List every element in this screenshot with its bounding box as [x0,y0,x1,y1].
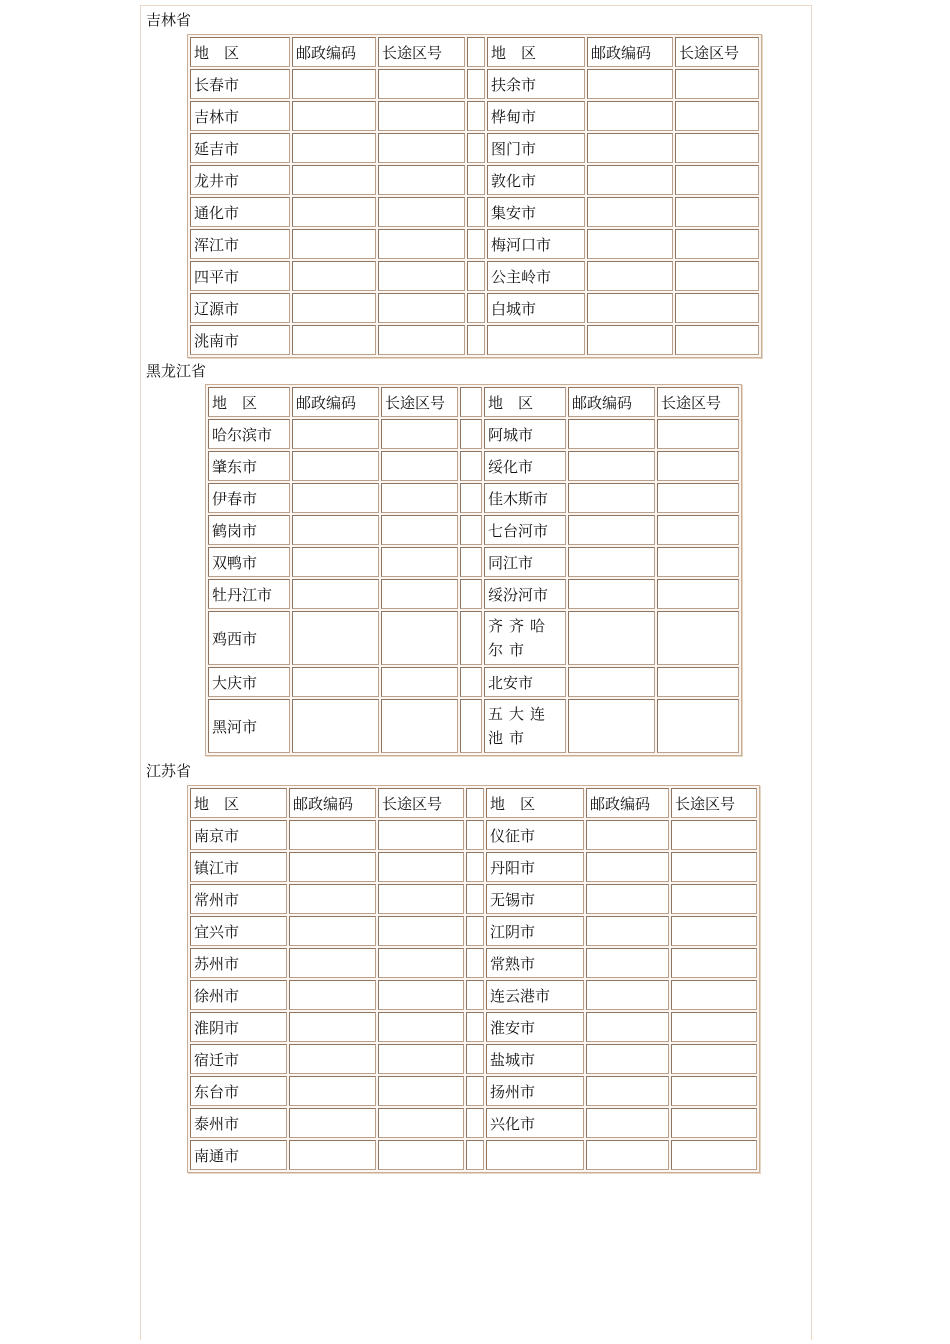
table-row [190,229,759,259]
area-code-cell [657,547,739,577]
region-name-cell: 浑江市 [190,229,290,259]
area-code-cell [671,884,757,914]
area-code-cell [378,325,465,355]
region-name-cell: 阿城市 [484,419,566,449]
region-name-cell: 佳木斯市 [484,483,566,513]
table-row [190,916,757,946]
area-code-cell [671,1076,757,1106]
table-row [190,948,757,978]
postal-code-cell [292,325,376,355]
table-row [208,699,739,753]
separator-cell [467,101,485,131]
column-header: 长途区号 [378,37,465,67]
postal-code-cell [587,229,673,259]
region-name-cell: 宜兴市 [190,916,287,946]
column-header: 邮政编码 [292,387,379,417]
region-name-cell: 公主岭市 [487,261,585,291]
postal-code-cell [586,1076,669,1106]
region-name-cell: 仪征市 [486,820,584,850]
area-code-cell [671,1044,757,1074]
column-header: 邮政编码 [568,387,655,417]
separator-cell [460,387,482,417]
table-row [190,165,759,195]
separator-cell [467,69,485,99]
postal-code-cell [292,483,379,513]
postal-code-cell [568,419,655,449]
separator-cell [467,133,485,163]
area-code-cell [378,884,464,914]
postal-code-cell [292,229,376,259]
area-code-cell [671,948,757,978]
area-code-cell [675,69,759,99]
region-name-cell: 泰州市 [190,1108,287,1138]
postal-code-cell [289,1012,376,1042]
postal-code-cell [292,261,376,291]
postal-code-cell [587,133,673,163]
postal-code-cell [292,197,376,227]
separator-cell [467,325,485,355]
area-code-cell [657,515,739,545]
table-row [190,101,759,131]
postal-code-cell [289,1108,376,1138]
separator-cell [466,1140,484,1170]
area-code-cell [378,1012,464,1042]
area-code-cell [657,611,739,665]
column-header: 邮政编码 [289,788,376,818]
region-name-cell: 哈尔滨市 [208,419,290,449]
area-code-cell [657,579,739,609]
postal-code-cell [289,1044,376,1074]
postal-code-cell [587,325,673,355]
postal-code-cell [292,515,379,545]
table-row [190,197,759,227]
separator-cell [466,948,484,978]
separator-cell [466,1044,484,1074]
area-code-cell [378,1076,464,1106]
region-name-cell: 淮阴市 [190,1012,287,1042]
separator-cell [466,980,484,1010]
postal-code-cell [292,165,376,195]
region-name-cell: 扬州市 [486,1076,584,1106]
separator-cell [467,293,485,323]
area-code-cell [671,980,757,1010]
region-name-cell: 江阴市 [486,916,584,946]
separator-cell [466,916,484,946]
province-title: 黑龙江省 [146,362,207,380]
region-name-cell: 南京市 [190,820,287,850]
region-name-cell: 宿迁市 [190,1044,287,1074]
table-row [208,451,739,481]
postal-code-cell [587,261,673,291]
region-name-cell: 齐齐哈尔市 [484,611,566,665]
region-name-cell: 四平市 [190,261,290,291]
area-code-cell [671,852,757,882]
table-row [208,579,739,609]
region-name-cell: 七台河市 [484,515,566,545]
area-code-cell [381,515,458,545]
separator-cell [466,1108,484,1138]
column-header: 地 区 [487,37,585,67]
separator-cell [466,1076,484,1106]
column-header: 地 区 [190,788,287,818]
region-name-cell: 黑河市 [208,699,290,753]
table-row [190,1140,757,1170]
area-code-cell [675,197,759,227]
postal-code-cell [568,699,655,753]
area-code-cell [378,852,464,882]
column-header: 长途区号 [657,387,739,417]
area-code-cell [657,483,739,513]
postal-code-cell [586,884,669,914]
postal-code-cell [587,293,673,323]
postal-code-cell [292,667,379,697]
region-name-cell: 长春市 [190,69,290,99]
region-name-cell: 同江市 [484,547,566,577]
table-row [208,483,739,513]
region-name-cell: 东台市 [190,1076,287,1106]
postal-code-cell [289,884,376,914]
table-header-row [190,37,759,67]
separator-cell [460,667,482,697]
postal-code-cell [587,101,673,131]
postal-code-cell [568,515,655,545]
region-name-cell: 绥汾河市 [484,579,566,609]
postal-code-cell [292,699,379,753]
area-code-cell [675,133,759,163]
postal-code-cell [568,579,655,609]
separator-cell [460,579,482,609]
postal-code-table [205,384,742,756]
region-name-cell [486,1140,584,1170]
region-name-cell: 常熟市 [486,948,584,978]
area-code-cell [378,1044,464,1074]
area-code-cell [381,611,458,665]
separator-cell [467,229,485,259]
region-name-cell: 通化市 [190,197,290,227]
region-name-cell: 双鸭市 [208,547,290,577]
region-name-cell: 白城市 [487,293,585,323]
postal-code-cell [586,916,669,946]
area-code-cell [378,980,464,1010]
postal-code-cell [586,1140,669,1170]
postal-code-cell [568,667,655,697]
table-row [208,611,739,665]
area-code-cell [675,101,759,131]
postal-code-cell [586,1012,669,1042]
postal-code-cell [586,1044,669,1074]
area-code-cell [378,261,465,291]
separator-cell [460,451,482,481]
postal-code-cell [289,916,376,946]
region-name-cell: 扶余市 [487,69,585,99]
column-header: 地 区 [486,788,584,818]
postal-code-cell [292,101,376,131]
area-code-cell [657,451,739,481]
table-row [190,325,759,355]
separator-cell [460,419,482,449]
table-header-row [190,788,757,818]
postal-code-cell [292,69,376,99]
region-name-cell: 大庆市 [208,667,290,697]
postal-code-cell [289,1076,376,1106]
postal-code-cell [586,980,669,1010]
postal-code-cell [587,69,673,99]
region-name-cell: 兴化市 [486,1108,584,1138]
separator-cell [466,884,484,914]
area-code-cell [657,699,739,753]
area-code-cell [671,1108,757,1138]
area-code-cell [378,133,465,163]
table-row [190,69,759,99]
region-name-cell: 南通市 [190,1140,287,1170]
region-name-cell: 徐州市 [190,980,287,1010]
table-row [208,419,739,449]
area-code-cell [657,667,739,697]
area-code-cell [378,820,464,850]
region-name-cell: 延吉市 [190,133,290,163]
region-name-cell: 绥化市 [484,451,566,481]
separator-cell [467,37,485,67]
column-header: 邮政编码 [587,37,673,67]
separator-cell [467,261,485,291]
column-header: 邮政编码 [292,37,376,67]
postal-code-cell [568,547,655,577]
area-code-cell [675,229,759,259]
table-row [208,667,739,697]
province-title: 江苏省 [146,762,192,780]
area-code-cell [378,197,465,227]
column-header: 邮政编码 [586,788,669,818]
table-row [190,820,757,850]
separator-cell [466,820,484,850]
region-name-cell: 集安市 [487,197,585,227]
region-name-cell: 苏州市 [190,948,287,978]
area-code-cell [378,293,465,323]
postal-code-cell [568,483,655,513]
area-code-cell [381,419,458,449]
area-code-cell [378,1140,464,1170]
postal-code-cell [292,133,376,163]
separator-cell [460,547,482,577]
area-code-cell [381,451,458,481]
region-name-cell: 连云港市 [486,980,584,1010]
postal-code-cell [586,1108,669,1138]
region-name-cell: 辽源市 [190,293,290,323]
table-row [190,293,759,323]
separator-cell [467,197,485,227]
postal-code-table [187,34,762,358]
region-name-cell: 龙井市 [190,165,290,195]
region-name-cell: 五大连池市 [484,699,566,753]
area-code-cell [381,579,458,609]
table-row [190,1108,757,1138]
area-code-cell [675,165,759,195]
postal-code-cell [586,820,669,850]
area-code-cell [378,101,465,131]
area-code-cell [378,916,464,946]
area-code-cell [671,916,757,946]
area-code-cell [671,1012,757,1042]
area-code-cell [378,948,464,978]
postal-code-cell [292,547,379,577]
postal-code-cell [292,451,379,481]
region-name-cell: 伊春市 [208,483,290,513]
column-header: 长途区号 [671,788,757,818]
postal-code-cell [289,1140,376,1170]
postal-code-cell [292,579,379,609]
area-code-cell [378,1108,464,1138]
separator-cell [460,611,482,665]
postal-code-cell [292,611,379,665]
postal-code-cell [292,293,376,323]
postal-code-cell [586,852,669,882]
table-row [190,1012,757,1042]
postal-code-cell [568,451,655,481]
separator-cell [460,483,482,513]
area-code-cell [675,293,759,323]
column-header: 地 区 [190,37,290,67]
table-row [190,884,757,914]
area-code-cell [381,667,458,697]
region-name-cell: 镇江市 [190,852,287,882]
area-code-cell [381,699,458,753]
region-name-cell: 盐城市 [486,1044,584,1074]
region-name-cell: 敦化市 [487,165,585,195]
table-row [190,1076,757,1106]
postal-code-cell [587,165,673,195]
table-row [190,852,757,882]
column-header: 长途区号 [381,387,458,417]
table-row [208,547,739,577]
region-name-cell: 鹤岗市 [208,515,290,545]
column-header: 长途区号 [675,37,759,67]
separator-cell [466,788,484,818]
table-row [208,515,739,545]
table-row [190,1044,757,1074]
province-title: 吉林省 [146,11,192,29]
area-code-cell [675,325,759,355]
area-code-cell [671,820,757,850]
area-code-cell [381,547,458,577]
separator-cell [467,165,485,195]
region-name-cell: 梅河口市 [487,229,585,259]
separator-cell [460,515,482,545]
table-row [190,261,759,291]
area-code-cell [671,1140,757,1170]
area-code-cell [378,165,465,195]
region-name-cell: 无锡市 [486,884,584,914]
postal-code-cell [586,948,669,978]
region-name-cell: 肇东市 [208,451,290,481]
area-code-cell [675,261,759,291]
separator-cell [460,699,482,753]
region-name-cell [487,325,585,355]
postal-code-cell [292,419,379,449]
postal-code-cell [587,197,673,227]
postal-code-cell [289,980,376,1010]
postal-code-cell [289,852,376,882]
area-code-cell [378,229,465,259]
column-header: 地 区 [208,387,290,417]
postal-code-cell [289,820,376,850]
region-name-cell: 牡丹江市 [208,579,290,609]
region-name-cell: 吉林市 [190,101,290,131]
region-name-cell: 鸡西市 [208,611,290,665]
postal-code-cell [568,611,655,665]
region-name-cell: 洮南市 [190,325,290,355]
column-header: 地 区 [484,387,566,417]
region-name-cell: 淮安市 [486,1012,584,1042]
table-row [190,980,757,1010]
area-code-cell [657,419,739,449]
region-name-cell: 桦甸市 [487,101,585,131]
table-row [190,133,759,163]
postal-code-cell [289,948,376,978]
column-header: 长途区号 [378,788,464,818]
area-code-cell [378,69,465,99]
area-code-cell [381,483,458,513]
separator-cell [466,1012,484,1042]
region-name-cell: 北安市 [484,667,566,697]
postal-code-table [187,785,760,1173]
region-name-cell: 图门市 [487,133,585,163]
separator-cell [466,852,484,882]
table-header-row [208,387,739,417]
region-name-cell: 丹阳市 [486,852,584,882]
region-name-cell: 常州市 [190,884,287,914]
